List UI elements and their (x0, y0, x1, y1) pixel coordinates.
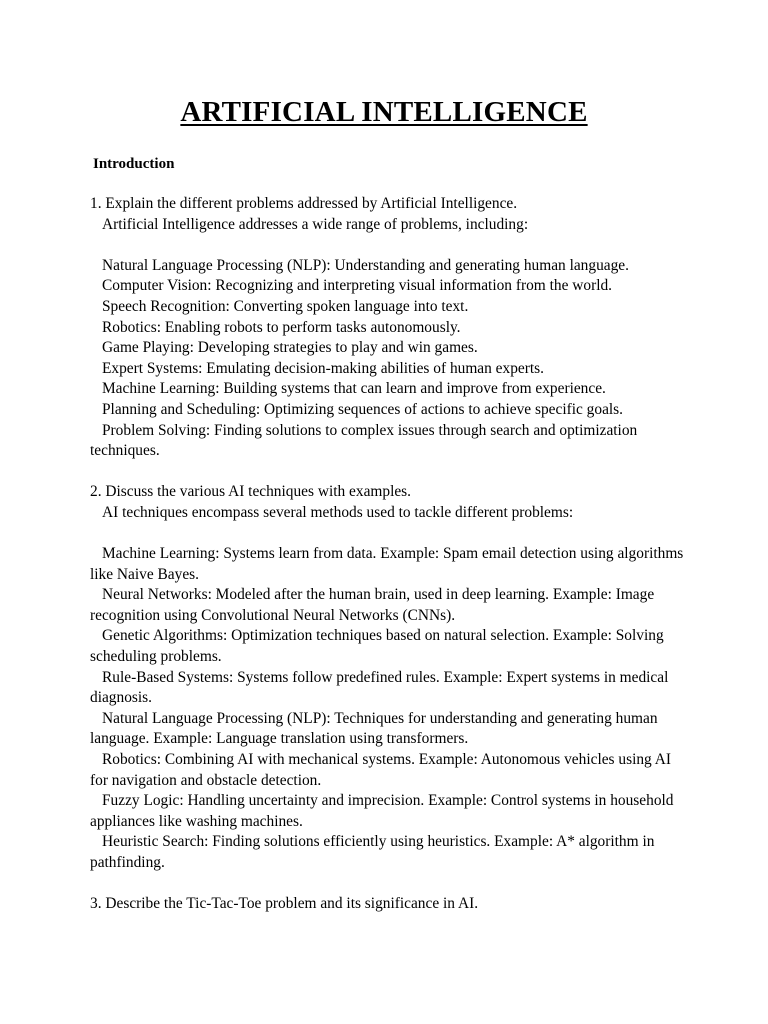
spacer (90, 874, 680, 895)
q2-list-item-continuation: for navigation and obstacle detection. (90, 771, 322, 789)
q2-list-item: Robotics: Combining AI with mechanical systems. Example: Autonomous vehicles using AI (102, 751, 671, 769)
q2-list-item-continuation: scheduling problems. (90, 648, 222, 666)
spacer (90, 235, 680, 256)
q1-list-item: Expert Systems: Emulating decision-making abilities of human experts. (102, 359, 544, 377)
q1-list-item: Speech Recognition: Converting spoken language into text. (102, 297, 469, 315)
question-3: 3. Describe the Tic-Tac-Toe problem and its significance in AI. (90, 895, 479, 913)
q2-list-item-continuation: language. Example: Language translation using transformers. (90, 730, 469, 748)
q2-list-item: Neural Networks: Modeled after the human brain, used in deep learning. Example: Image (102, 586, 655, 604)
q1-list-item: Natural Language Processing (NLP): Understanding and generating human language. (102, 256, 629, 274)
q1-list-item: Computer Vision: Recognizing and interpreting visual information from the world. (102, 277, 613, 295)
q2-list-item: Rule-Based Systems: Systems follow predefined rules. Example: Expert systems in medical (102, 668, 669, 686)
spacer (90, 524, 680, 545)
q1-list-item: Machine Learning: Building systems that can learn and improve from experience. (102, 380, 606, 398)
q2-list-item-continuation: recognition using Convolutional Neural Networks (CNNs). (90, 606, 456, 624)
q1-list-item: Game Playing: Developing strategies to play and win games. (102, 339, 478, 357)
q1-list-item: Problem Solving: Finding solutions to complex issues through search and optimization (102, 421, 638, 439)
q1-list-item: Planning and Scheduling: Optimizing sequences of actions to achieve specific goals. (102, 400, 624, 418)
question-2: 2. Discuss the various AI techniques with examples. (90, 483, 412, 501)
section-heading: Introduction (93, 156, 175, 172)
q2-list-item-continuation: appliances like washing machines. (90, 812, 303, 830)
q2-list-item: Natural Language Processing (NLP): Techniques for understanding and generating human (102, 709, 658, 727)
spacer (90, 462, 680, 483)
q2-list-item-continuation: pathfinding. (90, 854, 165, 871)
q2-list-item-continuation: diagnosis. (90, 689, 152, 707)
q1-list-item: Robotics: Enabling robots to perform tasks autonomously. (102, 318, 461, 336)
question-1-intro: Artificial Intelligence addresses a wide range of problems, including: (102, 215, 529, 233)
question-2-intro: AI techniques encompass several methods used to tackle different problems: (102, 503, 574, 521)
q1-list-item-continuation: techniques. (90, 442, 160, 460)
q2-list-item: Heuristic Search: Finding solutions efficiently using heuristics. Example: A* algorithm in (102, 833, 655, 851)
q2-list-item: Fuzzy Logic: Handling uncertainty and imprecision. Example: Control systems in household (102, 792, 674, 810)
q2-list-item: Machine Learning: Systems learn from data. Example: Spam email detection using algorithms (102, 545, 684, 563)
document-body (90, 194, 684, 915)
document-title: ARTIFICIAL INTELLIGENCE (180, 96, 588, 128)
q2-list-item-continuation: like Naive Bayes. (90, 565, 199, 583)
question-1: 1. Explain the different problems addressed by Artificial Intelligence. (90, 195, 518, 212)
q2-list-item: Genetic Algorithms: Optimization techniques based on natural selection. Example: Solving (102, 627, 664, 645)
